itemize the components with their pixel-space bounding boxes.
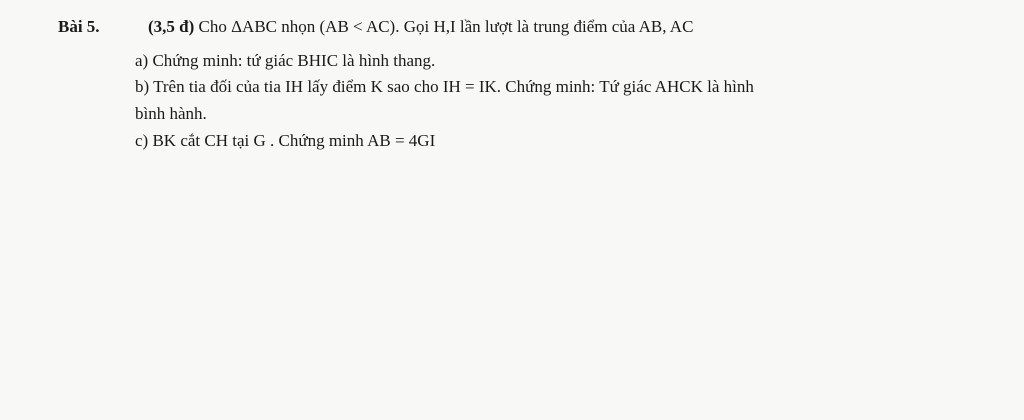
part-c-text: [135, 131, 435, 151]
intro-text-3: . Gọi H,I lần lượt là trung điểm của: [395, 17, 639, 36]
part-b-text-pre: b) Trên tia đối của tia IH lấy điểm K sao cho: [135, 77, 443, 96]
problem-statement: [148, 17, 693, 37]
problem-number: Bài 5.: [58, 17, 100, 36]
condition-expression: (AB < AC): [319, 17, 396, 36]
part-b-equation: IH = IK: [442, 77, 497, 96]
points-label: (3,5 đ): [148, 17, 195, 36]
triangle-expression: ΔABC: [231, 17, 278, 36]
intro-text-2: nhọn: [277, 17, 320, 36]
part-b-text-post: . Chứng minh: Tứ giác AHCK là hình: [496, 77, 754, 96]
segments-expression: AB, AC: [638, 17, 694, 36]
part-c-text-pre: c) BK cắt CH tại G . Chứng minh: [135, 131, 368, 150]
part-b-line-2: bình hành.: [135, 104, 207, 123]
part-b-line-1: [135, 77, 754, 97]
intro-text-1: Cho: [194, 17, 232, 36]
part-c-equation: AB = 4GI: [367, 131, 436, 150]
part-a-text: a) Chứng minh: tứ giác BHIC là hình thang.: [135, 51, 436, 70]
